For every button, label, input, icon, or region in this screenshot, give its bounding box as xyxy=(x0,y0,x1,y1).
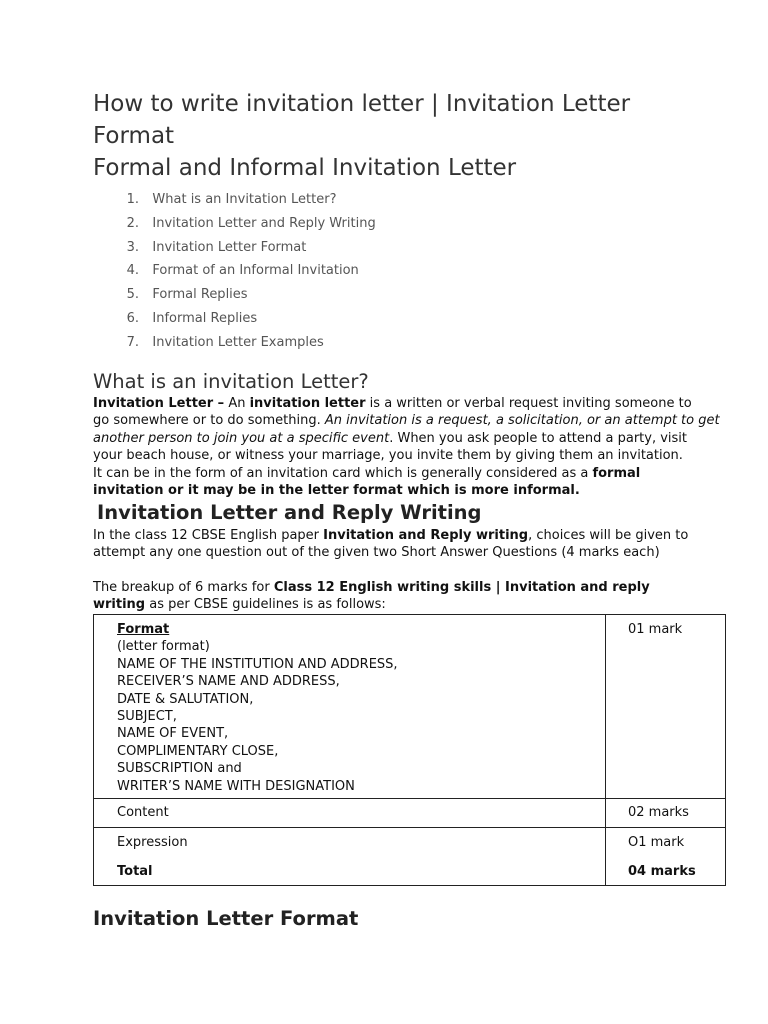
text-run: An xyxy=(224,396,250,411)
text-run: In the class 12 CBSE English paper xyxy=(93,528,324,543)
toc-item[interactable] xyxy=(93,236,376,260)
italic-text: An invitation is a request, a solicitation, or an attempt to get xyxy=(324,413,720,429)
expression-label: Expression xyxy=(117,835,188,850)
format-cell xyxy=(94,615,606,799)
format-line: NAME OF THE INSTITUTION AND ADDRESS, xyxy=(117,656,398,672)
title-line-2: Format xyxy=(93,123,175,149)
toc-link[interactable]: Formal Replies xyxy=(152,287,248,303)
bold-text: Invitation Letter – xyxy=(93,396,225,411)
text-line xyxy=(93,412,720,429)
text-line xyxy=(93,465,663,482)
content-marks-cell: 02 marks xyxy=(606,799,726,828)
table-row xyxy=(94,615,726,799)
text-run: as per CBSE guidelines is as follows: xyxy=(145,597,386,613)
format-line: NAME OF EVENT, xyxy=(117,726,229,742)
reply-writing-paragraph xyxy=(93,527,689,562)
toc-number: 4. xyxy=(126,263,139,279)
format-line: COMPLIMENTARY CLOSE, xyxy=(117,743,279,759)
text-run: It can be in the form of an invitation card which is generally considered as a xyxy=(93,465,593,481)
bold-text: invitation letter xyxy=(249,396,366,411)
toc-number: 7. xyxy=(126,334,139,350)
toc-item[interactable] xyxy=(93,283,376,307)
format-line: (letter format) xyxy=(117,639,210,655)
text-line xyxy=(93,596,663,613)
text-line: invitation or it may be in the letter format which is more informal. xyxy=(93,483,580,499)
italic-text: another person to join you at a specific event xyxy=(93,430,390,446)
content-label-cell: Content xyxy=(94,799,606,828)
total-label: Total xyxy=(117,864,153,879)
toc-link[interactable]: Format of an Informal Invitation xyxy=(152,263,359,279)
section-heading-letter-format: Invitation Letter Format xyxy=(93,907,359,930)
spacer xyxy=(117,851,605,863)
toc-link[interactable]: What is an Invitation Letter? xyxy=(152,192,337,207)
toc-item[interactable] xyxy=(93,307,376,331)
toc-item[interactable] xyxy=(93,212,376,236)
toc-item[interactable] xyxy=(93,331,376,355)
invitation-definition-paragraph xyxy=(93,395,720,499)
text-run: is a written or verbal request inviting someone to xyxy=(365,396,692,411)
format-line: SUBJECT, xyxy=(117,709,177,725)
bold-text: writing xyxy=(93,597,146,613)
spacer xyxy=(628,851,725,863)
toc-link[interactable]: Invitation Letter and Reply Writing xyxy=(152,215,376,231)
expression-total-label-cell xyxy=(94,828,606,886)
format-line: DATE & SALUTATION, xyxy=(117,691,254,707)
text-run: The breakup of 6 marks for xyxy=(93,580,274,595)
expression-marks: O1 mark xyxy=(628,835,685,850)
text-run: go somewhere or to do something. xyxy=(93,413,325,429)
toc-number: 6. xyxy=(126,310,139,326)
text-line: attempt any one question out of the given two Short Answer Questions (4 marks each) xyxy=(93,545,660,561)
toc-link[interactable]: Invitation Letter Examples xyxy=(152,334,324,350)
expression-total-marks-cell xyxy=(606,828,726,886)
bold-text: Invitation and Reply writing xyxy=(323,528,529,543)
format-line: SUBSCRIPTION and xyxy=(117,761,242,777)
format-line: WRITER’S NAME WITH DESIGNATION xyxy=(117,778,355,794)
page-title xyxy=(93,88,733,184)
toc-number: 2. xyxy=(126,215,139,231)
total-marks: 04 marks xyxy=(628,864,696,879)
marks-breakup-table xyxy=(93,614,726,886)
subtitle: Formal and Informal Invitation Letter xyxy=(93,155,517,181)
format-title: Format xyxy=(117,622,170,637)
toc-number: 1. xyxy=(126,192,139,207)
text-line xyxy=(93,579,663,596)
marks-breakup-paragraph xyxy=(93,579,663,614)
format-marks-cell: 01 mark xyxy=(606,615,726,799)
text-line xyxy=(93,527,689,544)
table-row xyxy=(94,799,726,828)
section-heading-reply-writing: Invitation Letter and Reply Writing xyxy=(97,501,482,524)
section-heading-what-is: What is an invitation Letter? xyxy=(93,370,369,393)
text-line xyxy=(93,395,692,412)
bold-text: formal xyxy=(592,465,641,481)
table-row xyxy=(94,828,726,886)
text-run: . When you ask people to attend a party, visit xyxy=(389,430,688,446)
toc-number: 3. xyxy=(126,239,139,255)
text-line xyxy=(93,430,688,447)
table-of-contents xyxy=(93,188,376,355)
toc-link[interactable]: Informal Replies xyxy=(152,310,258,326)
text-run: , choices will be given to xyxy=(528,528,689,543)
format-line: RECEIVER’S NAME AND ADDRESS, xyxy=(117,674,340,690)
text-line: your beach house, or witness your marriage, you invite them by giving them an invitation. xyxy=(93,448,683,464)
bold-text: Class 12 English writing skills | Invitation and reply xyxy=(273,580,650,595)
toc-link[interactable]: Invitation Letter Format xyxy=(152,239,307,255)
toc-number: 5. xyxy=(126,287,139,303)
toc-item[interactable] xyxy=(93,188,376,212)
title-line-1: How to write invitation letter | Invitation Letter xyxy=(93,91,631,117)
toc-item[interactable] xyxy=(93,259,376,283)
